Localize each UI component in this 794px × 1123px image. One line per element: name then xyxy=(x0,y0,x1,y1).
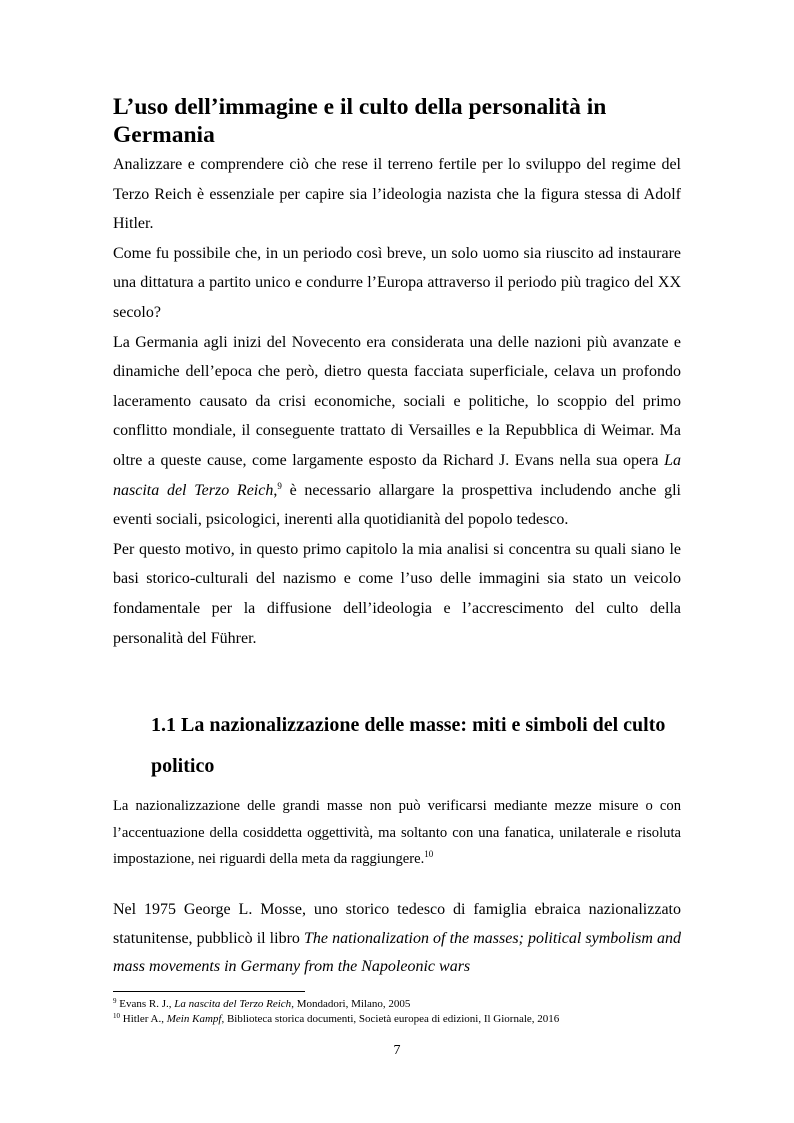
footnote-details: , Biblioteca storica documenti, Società europea di edizioni, Il Giornale, 2016 xyxy=(221,1013,560,1025)
paragraph-3 xyxy=(113,328,681,535)
footnote-separator xyxy=(113,991,305,992)
paragraph-2: Come fu possibile che, in un periodo così breve, un solo uomo sia riuscito ad instaurare una dittatura a partito unico e condurre l’Europa attraverso il periodo più tragico del XX secolo? xyxy=(113,244,681,321)
footnote-10 xyxy=(113,1012,693,1027)
footnote-details: , Mondadori, Milano, 2005 xyxy=(291,998,411,1010)
footnote-title: La nascita del Terzo Reich xyxy=(174,998,292,1010)
book-title-nascita-terzo-reich: La nascita del Terzo Reich xyxy=(113,451,681,499)
footnote-ref-9[interactable]: 9 xyxy=(277,480,282,491)
book-title-nationalization-of-the-masses: The nationalization of the masses; political symbolism and mass movements in Germany from the Napoleonic wars xyxy=(113,929,682,975)
section-title: 1.1 La nazionalizzazione delle masse: miti e simboli del culto politico xyxy=(151,714,666,777)
page-number: 7 xyxy=(393,1043,401,1058)
footnote-number: 9 xyxy=(113,997,117,1005)
section-body-paragraph xyxy=(113,896,681,982)
footnote-ref-10[interactable]: 10 xyxy=(424,849,434,859)
paragraph-3-text-a: La Germania agli inizi del Novecento era considerata una delle nazioni più avanzate e dinamiche dell’epoca che però, dietro questa facciata superficiale, celava un profondo laceramento causato da crisi economiche, sociali e politiche, lo scoppio del primo conflitto mondiale, il conseguente trattato di Versailles e la Repubblica di Weimar. Ma oltre a queste cause, come largamente esposto da Richard J. Evans nella sua opera xyxy=(113,333,681,469)
chapter-title: L’uso dell’immagine e il culto della personalità in Germania xyxy=(113,94,607,148)
paragraph-3-text-b: è necessario allargare la prospettiva includendo anche gli eventi sociali, psicologici, inerenti alla quotidianità del popolo tedesco. xyxy=(113,481,682,529)
block-quote xyxy=(113,793,681,873)
footnote-author: Hitler A., xyxy=(122,1013,164,1025)
footnote-author: Evans R. J., xyxy=(119,998,172,1010)
quote-text: La nazionalizzazione delle grandi masse non può verificarsi mediante mezze misure o con l’accentuazione della cosiddetta oggettività, ma soltanto con una fanatica, unilaterale e risoluta impostazione, nei riguardi della meta da raggiungere. xyxy=(113,798,681,867)
footnote-ref-separator: , xyxy=(273,481,278,499)
footnote-title: Mein Kampf xyxy=(166,1013,222,1025)
footnote-number: 10 xyxy=(113,1012,120,1020)
paragraph-1: Analizzare e comprendere ciò che rese il terreno fertile per lo sviluppo del regime del Terzo Reich è essenziale per capire sia l’ideologia nazista che la figura stessa di Adolf Hitler. xyxy=(113,156,681,233)
intro-text xyxy=(113,150,681,653)
footnotes xyxy=(113,997,693,1027)
section-body-text: Nel 1975 George L. Mosse, uno storico tedesco di famiglia ebraica nazionalizzato statunitense, pubblicò il libro xyxy=(113,901,681,947)
footnote-9 xyxy=(113,997,693,1012)
paragraph-4: Per questo motivo, in questo primo capitolo la mia analisi si concentra su quali siano le basi storico-culturali del nazismo e come l’uso delle immagini sia stato un veicolo fondamentale per la diffusione dell’ideologia e l’accrescimento del culto della personalità del Führer. xyxy=(113,540,681,647)
